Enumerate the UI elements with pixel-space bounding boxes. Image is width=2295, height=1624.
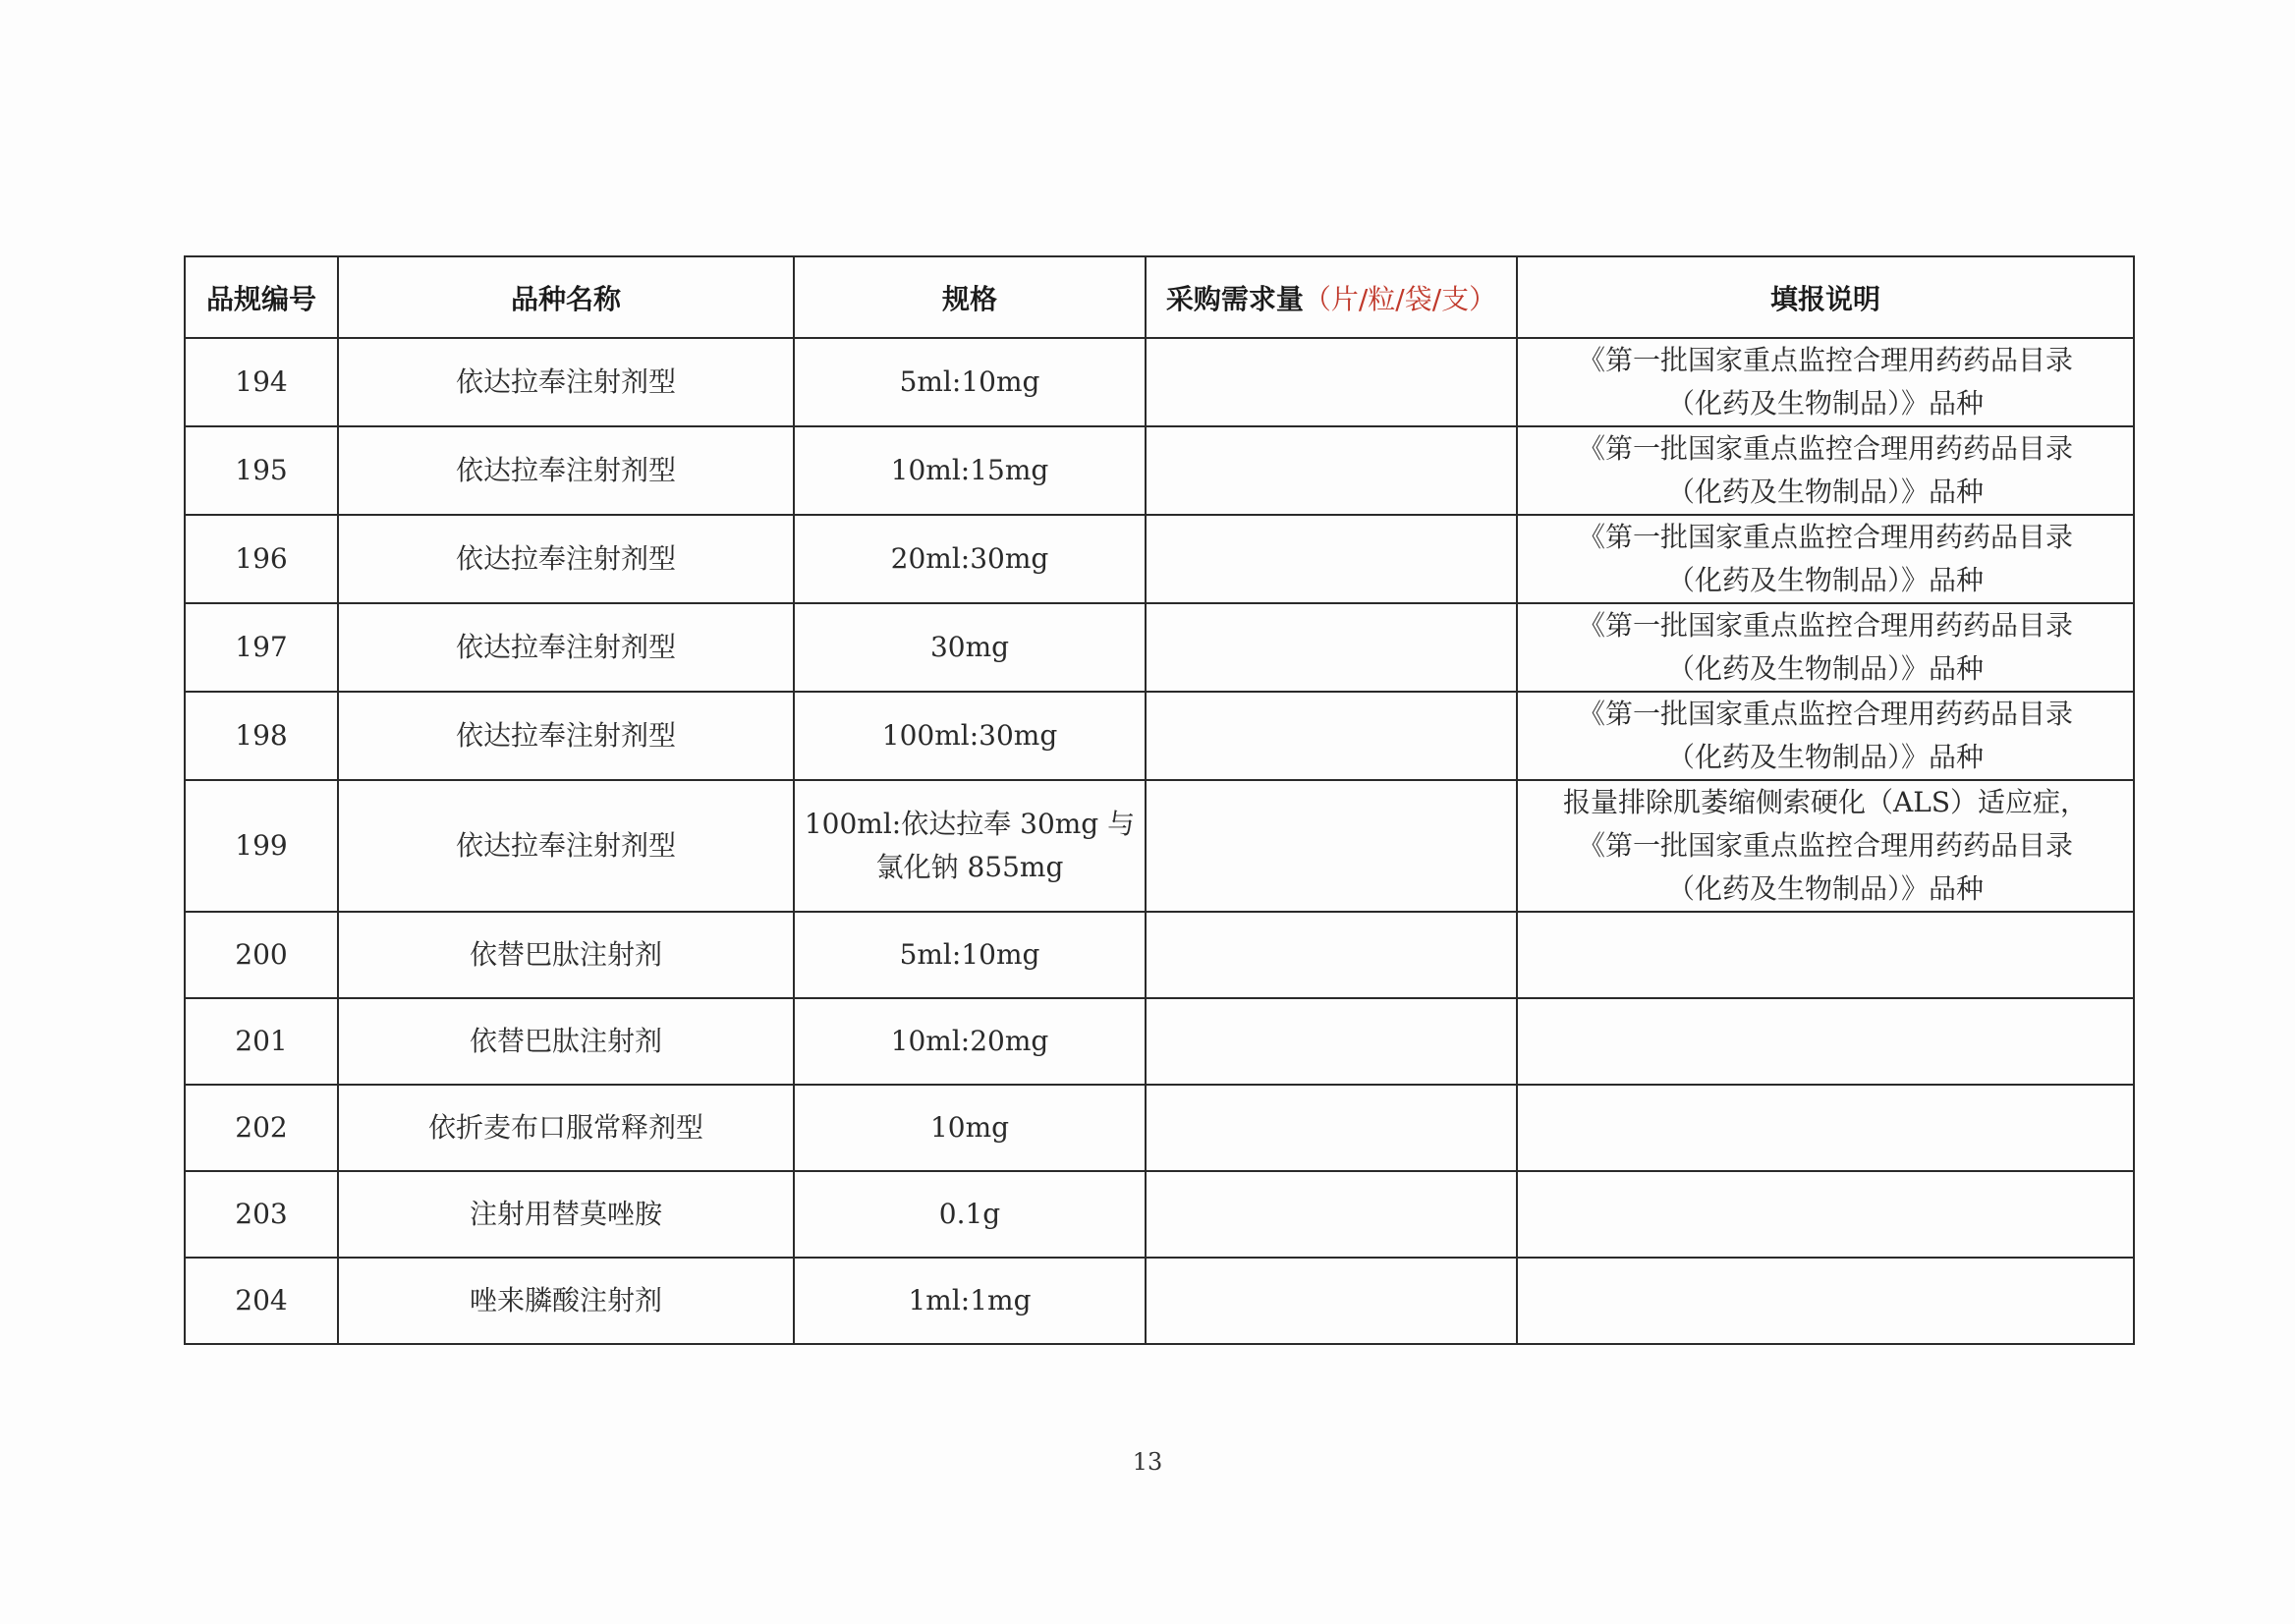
table-row — [185, 603, 2134, 692]
cell-remark-line: 《第一批国家重点监控合理用药药品目录 — [1577, 521, 2073, 553]
header-remark: 填报说明 — [1517, 256, 2134, 338]
cell-remark — [1517, 692, 2134, 780]
header-spec: 规格 — [794, 256, 1146, 338]
cell-remark — [1517, 426, 2134, 515]
cell-remark — [1517, 998, 2134, 1085]
cell-name: 依替巴肽注射剂 — [338, 912, 794, 998]
cell-spec-line: 5ml:10mg — [899, 365, 1040, 398]
header-demand — [1146, 256, 1517, 338]
cell-code: 196 — [185, 515, 338, 603]
cell-remark-line: （化药及生物制品）》品种 — [1666, 652, 1984, 685]
cell-spec-line: 20ml:30mg — [890, 542, 1049, 575]
table-row — [185, 338, 2134, 426]
cell-spec — [794, 1171, 1146, 1258]
cell-demand-input[interactable] — [1146, 1171, 1517, 1258]
header-code: 品规编号 — [185, 256, 338, 338]
cell-remark-line: 《第一批国家重点监控合理用药药品目录 — [1577, 609, 2073, 642]
cell-code: 203 — [185, 1171, 338, 1258]
cell-spec-line: 5ml:10mg — [899, 938, 1040, 971]
cell-demand-input[interactable] — [1146, 338, 1517, 426]
cell-code: 200 — [185, 912, 338, 998]
cell-name: 依折麦布口服常释剂型 — [338, 1085, 794, 1171]
cell-remark-line: （化药及生物制品）》品种 — [1666, 387, 1984, 420]
cell-spec — [794, 780, 1146, 912]
cell-demand-input[interactable] — [1146, 515, 1517, 603]
cell-demand-input[interactable] — [1146, 603, 1517, 692]
cell-code: 204 — [185, 1258, 338, 1344]
cell-spec — [794, 338, 1146, 426]
cell-name: 依替巴肽注射剂 — [338, 998, 794, 1085]
cell-remark-line: 报量排除肌萎缩侧索硬化（ALS）适应症， — [1563, 786, 2088, 818]
cell-code: 194 — [185, 338, 338, 426]
cell-demand-input[interactable] — [1146, 1258, 1517, 1344]
cell-remark-line: 《第一批国家重点监控合理用药药品目录 — [1577, 344, 2073, 376]
cell-name: 依达拉奉注射剂型 — [338, 692, 794, 780]
cell-name: 依达拉奉注射剂型 — [338, 426, 794, 515]
cell-spec-line: 10ml:20mg — [890, 1025, 1049, 1057]
cell-remark — [1517, 338, 2134, 426]
cell-remark — [1517, 1258, 2134, 1344]
cell-spec — [794, 912, 1146, 998]
cell-code: 198 — [185, 692, 338, 780]
cell-name: 依达拉奉注射剂型 — [338, 338, 794, 426]
cell-spec — [794, 998, 1146, 1085]
cell-remark-line: 《第一批国家重点监控合理用药药品目录 — [1577, 829, 2073, 862]
table-row — [185, 1258, 2134, 1344]
cell-spec — [794, 603, 1146, 692]
cell-demand-input[interactable] — [1146, 692, 1517, 780]
table-body — [185, 338, 2134, 1344]
table-row — [185, 426, 2134, 515]
table-row — [185, 1171, 2134, 1258]
cell-remark-line: 《第一批国家重点监控合理用药药品目录 — [1577, 698, 2073, 730]
cell-spec — [794, 1258, 1146, 1344]
cell-remark-line: （化药及生物制品）》品种 — [1666, 741, 1984, 773]
cell-spec-line: 0.1g — [938, 1198, 1001, 1230]
cell-remark-line: （化药及生物制品）》品种 — [1666, 564, 1984, 596]
cell-spec-line: 氯化钠 855mg — [875, 851, 1064, 883]
cell-name: 唑来膦酸注射剂 — [338, 1258, 794, 1344]
cell-name: 依达拉奉注射剂型 — [338, 515, 794, 603]
cell-code: 202 — [185, 1085, 338, 1171]
cell-remark — [1517, 1171, 2134, 1258]
cell-demand-input[interactable] — [1146, 780, 1517, 912]
cell-remark — [1517, 603, 2134, 692]
header-demand-unit: （片/粒/袋/支） — [1303, 282, 1497, 315]
page-number: 13 — [1132, 1448, 1163, 1476]
cell-remark-line: （化药及生物制品）》品种 — [1666, 872, 1984, 905]
table-row — [185, 912, 2134, 998]
cell-spec-line: 100ml:30mg — [881, 719, 1058, 752]
cell-remark — [1517, 515, 2134, 603]
cell-remark — [1517, 912, 2134, 998]
table-header-row — [185, 256, 2134, 338]
table-row — [185, 998, 2134, 1085]
cell-code: 195 — [185, 426, 338, 515]
cell-name: 依达拉奉注射剂型 — [338, 603, 794, 692]
cell-spec-line: 10ml:15mg — [890, 454, 1049, 486]
table-row — [185, 780, 2134, 912]
header-demand-label: 采购需求量 — [1165, 282, 1304, 315]
cell-code: 199 — [185, 780, 338, 912]
table-row — [185, 1085, 2134, 1171]
header-name: 品种名称 — [338, 256, 794, 338]
cell-remark-line: 《第一批国家重点监控合理用药药品目录 — [1577, 432, 2073, 465]
cell-spec-line: 30mg — [929, 631, 1010, 663]
procurement-table — [184, 255, 2135, 1345]
cell-spec — [794, 515, 1146, 603]
cell-remark — [1517, 780, 2134, 912]
cell-demand-input[interactable] — [1146, 912, 1517, 998]
cell-demand-input[interactable] — [1146, 998, 1517, 1085]
cell-code: 201 — [185, 998, 338, 1085]
cell-spec — [794, 426, 1146, 515]
cell-demand-input[interactable] — [1146, 1085, 1517, 1171]
cell-remark — [1517, 1085, 2134, 1171]
cell-spec-line: 10mg — [929, 1111, 1010, 1144]
cell-spec — [794, 692, 1146, 780]
cell-name: 注射用替莫唑胺 — [338, 1171, 794, 1258]
cell-remark-line: （化药及生物制品）》品种 — [1666, 476, 1984, 508]
cell-spec-line: 1ml:1mg — [908, 1284, 1032, 1316]
cell-name: 依达拉奉注射剂型 — [338, 780, 794, 912]
cell-spec — [794, 1085, 1146, 1171]
cell-spec-line: 100ml:依达拉奉 30mg 与 — [804, 808, 1136, 840]
table-row — [185, 515, 2134, 603]
cell-demand-input[interactable] — [1146, 426, 1517, 515]
table-row — [185, 692, 2134, 780]
cell-code: 197 — [185, 603, 338, 692]
